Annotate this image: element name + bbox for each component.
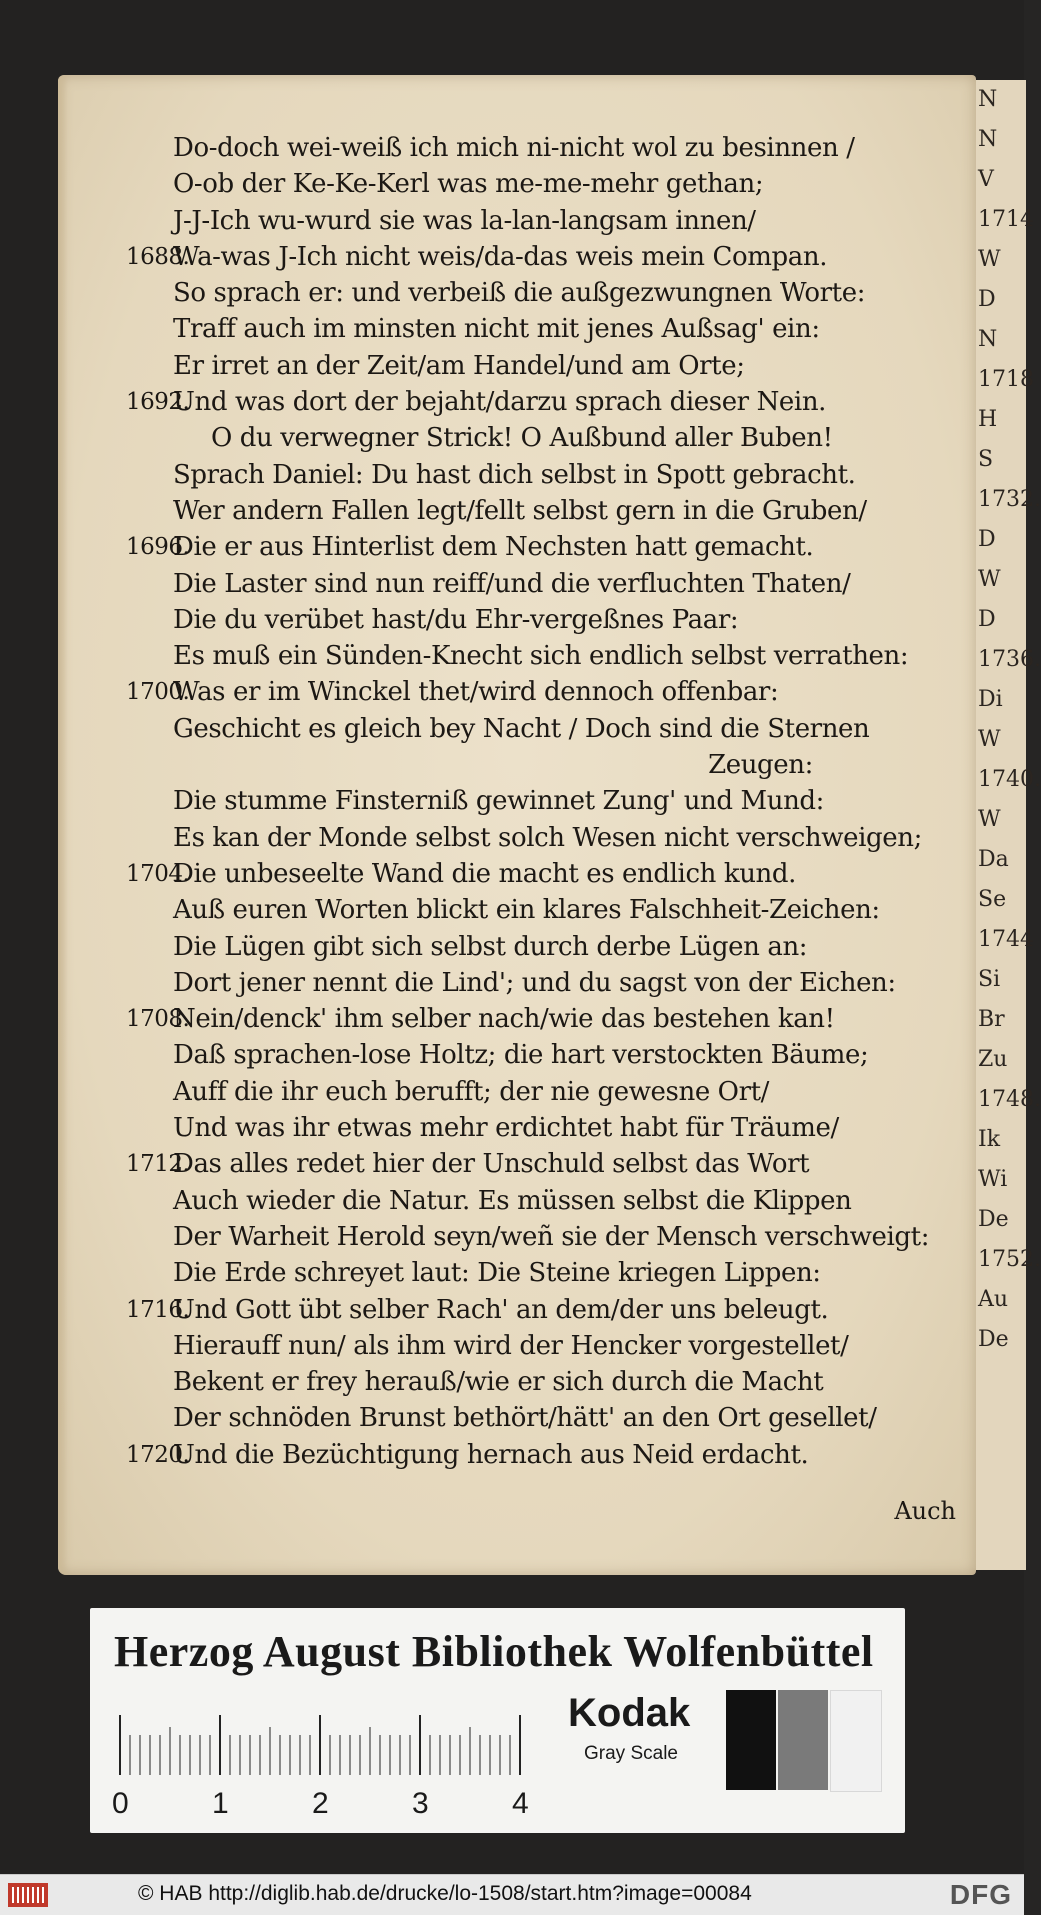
facing-fragment: 1736. [978, 647, 1041, 672]
text-line [173, 638, 963, 674]
verse-text: J‑J‑Ich wu‑wurd sie was la‑lan‑langsam innen/ [173, 205, 756, 236]
facing-fragment: Au [978, 1287, 1009, 1312]
verse-text: Es muß ein Sünden‑Knecht sich endlich selbst verrathen: [173, 641, 909, 672]
text-line [126, 856, 963, 892]
verse-text: Die Laster sind nun reiff/und die verfluchten Thaten/ [173, 568, 851, 599]
verse-text: Auff die ihr euch berufft; der nie gewesne Ort/ [173, 1076, 770, 1107]
text-line [173, 1400, 963, 1436]
facing-fragment: N [978, 127, 998, 152]
ruler-label-2: 2 [312, 1787, 329, 1820]
verse-text: Hierauff nun/ als ihm wird der Hencker vorgestellet/ [173, 1330, 849, 1361]
facing-fragment: 1752. [978, 1247, 1041, 1272]
text-line [173, 1328, 963, 1364]
ruler-label-0: 0 [112, 1787, 129, 1820]
text-line [126, 674, 963, 710]
verse-text: Die du verübet hast/du Ehr‑vergeßnes Paar: [173, 604, 739, 635]
verse-text: Zeugen: [708, 750, 813, 781]
library-name: Herzog August Bibliothek Wolfenbüttel [114, 1627, 874, 1676]
verse-text: Auß euren Worten blickt ein klares Falschheit‑Zeichen: [173, 895, 880, 926]
facing-fragment: Se [978, 887, 1007, 912]
facing-fragment: 1744 [978, 927, 1034, 952]
verse-number: 1696. [126, 534, 190, 561]
hab-logo-icon [8, 1883, 48, 1907]
facing-fragment: H [978, 407, 998, 432]
facing-fragment: 1732. [978, 487, 1041, 512]
facing-fragment: W [978, 567, 1001, 592]
verse-text: Der Warheit Herold seyn/weñ sie der Mensch verschweigt: [173, 1221, 930, 1252]
scale-ruler [112, 1713, 538, 1823]
facing-fragment: 1718 [978, 367, 1034, 392]
verse-text: Das alles redet hier der Unschuld selbst das Wort [173, 1149, 810, 1180]
verse-text: Geschicht es gleich bey Nacht / Doch sind die Sternen [173, 713, 870, 744]
facing-fragment: W [978, 247, 1001, 272]
text-line [173, 929, 963, 965]
facing-fragment: Da [978, 847, 1009, 872]
text-line [126, 239, 963, 275]
verse-text: Wer andern Fallen legt/fellt selbst gern in die Gruben/ [173, 495, 867, 526]
facing-fragment: De [978, 1207, 1009, 1232]
verse-text: Nein/denck' ihm selber nach/wie das bestehen kan! [173, 1004, 835, 1035]
verse-text: Sprach Daniel: Du hast dich selbst in Spott gebracht. [173, 459, 856, 490]
verse-number: 1708. [126, 1006, 190, 1033]
text-line [173, 1110, 963, 1146]
verse-text: Die Lügen gibt sich selbst durch derbe Lügen an: [173, 931, 808, 962]
text-line [173, 711, 963, 747]
verse-number: 1700. [126, 679, 190, 706]
black-swatch [726, 1690, 776, 1790]
text-line [126, 1001, 963, 1037]
verse-number: 1688. [126, 243, 190, 270]
verse-text: Die stumme Finsterniß gewinnet Zung' und Mund: [173, 786, 825, 817]
dfg-logo: DFG [949, 1879, 1012, 1910]
verse-text: Auch wieder die Natur. Es müssen selbst die Klippen [173, 1185, 852, 1216]
text-line [173, 203, 963, 239]
facing-page-edge [970, 80, 1041, 1570]
gray-swatch [778, 1690, 828, 1790]
verse-number: 1720. [126, 1441, 190, 1468]
facing-fragment: N [978, 327, 998, 352]
text-line [173, 275, 963, 311]
verse-text: Er irret an der Zeit/am Handel/und am Orte; [173, 350, 745, 381]
facing-fragment: D [978, 607, 996, 632]
verse-text: Die unbeseelte Wand die macht es endlich kund. [173, 858, 796, 889]
gray-scale-label: Gray Scale [584, 1743, 678, 1764]
text-line [126, 529, 963, 565]
text-line [173, 166, 963, 202]
text-line [173, 1183, 963, 1219]
facing-fragment: Wi [978, 1167, 1008, 1192]
facing-fragment: V [978, 167, 994, 192]
verse-text: Traff auch im minsten nicht mit jenes Außsag' ein: [173, 314, 820, 345]
verse-text: Bekent er frey herauß/wie er sich durch die Macht [173, 1367, 824, 1398]
verse-text: O‑ob der Ke‑Ke‑Kerl was me‑me‑mehr gethan; [173, 169, 764, 200]
text-line [126, 1146, 963, 1182]
footer-bar [0, 1874, 1024, 1915]
verse-text: O du verwegner Strick! O Außbund aller Buben! [211, 423, 833, 454]
verse-number: 1692. [126, 389, 190, 416]
page-text [126, 130, 963, 1473]
text-line [173, 311, 963, 347]
verse-text: Daß sprachen‑lose Holtz; die hart verstockten Bäume; [173, 1040, 869, 1071]
facing-fragment: 1714 [978, 207, 1034, 232]
white-swatch [830, 1690, 882, 1792]
text-line [173, 130, 963, 166]
text-line [126, 1437, 963, 1473]
facing-fragment: De [978, 1327, 1009, 1352]
verse-text: Was er im Winckel thet/wird dennoch offenbar: [173, 677, 779, 708]
verse-text: Es kan der Monde selbst solch Wesen nicht verschweigen; [173, 822, 922, 853]
text-line [173, 493, 963, 529]
facing-fragment: D [978, 287, 996, 312]
verse-text: Die er aus Hinterlist dem Nechsten hatt gemacht. [173, 532, 814, 563]
verse-number: 1704. [126, 860, 190, 887]
facing-fragment: S [978, 447, 994, 472]
facing-fragment: D [978, 527, 996, 552]
text-line [173, 420, 963, 456]
kodak-logo: Kodak [568, 1691, 691, 1735]
facing-fragment: Ik [978, 1127, 1001, 1152]
verse-text: Der schnöden Brunst bethört/hätt' an den Ort gesellet/ [173, 1403, 877, 1434]
facing-fragment: N [978, 87, 998, 112]
text-line [173, 602, 963, 638]
ruler-label-3: 3 [412, 1787, 429, 1820]
verse-number: 1712. [126, 1151, 190, 1178]
text-line [173, 747, 963, 783]
facing-fragment: Zu [978, 1047, 1008, 1072]
text-line [173, 1219, 963, 1255]
ruler-label-1: 1 [212, 1787, 229, 1820]
facing-fragment: 1748. [978, 1087, 1041, 1112]
verse-text: So sprach er: und verbeiß die außgezwungnen Worte: [173, 278, 866, 309]
text-line [126, 1292, 963, 1328]
color-target-card [90, 1608, 905, 1833]
text-line [173, 965, 963, 1001]
book-page [58, 75, 976, 1575]
text-line [173, 1037, 963, 1073]
verse-text: Do‑doch wei‑weiß ich mich ni‑nicht wol zu besinnen / [173, 133, 855, 163]
verse-text: Und was dort der bejaht/darzu sprach dieser Nein. [173, 387, 827, 418]
facing-fragment: W [978, 807, 1001, 832]
text-line [173, 348, 963, 384]
ruler-label-4: 4 [512, 1787, 529, 1820]
text-line [173, 783, 963, 819]
verse-text: Die Erde schreyet laut: Die Steine kriegen Lippen: [173, 1258, 821, 1289]
credit-link[interactable]: © HAB http://diglib.hab.de/drucke/lo-1508/start.htm?image=00084 [138, 1882, 752, 1905]
text-line [173, 566, 963, 602]
verse-number: 1716. [126, 1296, 190, 1323]
ruler-ticks [118, 1713, 538, 1783]
text-line [173, 1074, 963, 1110]
text-line [173, 892, 963, 928]
facing-fragment: 1740. [978, 767, 1041, 792]
facing-fragment: Br [978, 1007, 1005, 1032]
text-line [173, 1364, 963, 1400]
text-line [126, 384, 963, 420]
catchword: Auch [894, 1497, 956, 1525]
verse-text: Wa‑was J‑Ich nicht weis/da‑das weis mein Compan. [173, 241, 828, 272]
text-line [173, 820, 963, 856]
facing-fragment: W [978, 727, 1001, 752]
verse-text: Und Gott übt selber Rach' an dem/der uns beleugt. [173, 1294, 829, 1325]
verse-text: Dort jener nennt die Lind'; und du sagst von der Eichen: [173, 967, 896, 998]
facing-fragment: Si [978, 967, 1001, 992]
text-line [173, 457, 963, 493]
text-line [173, 1255, 963, 1291]
verse-text: Und die Bezüchtigung hernach aus Neid erdacht. [173, 1439, 809, 1470]
facing-fragment: Di [978, 687, 1003, 712]
verse-text: Und was ihr etwas mehr erdichtet habt für Träume/ [173, 1113, 839, 1144]
